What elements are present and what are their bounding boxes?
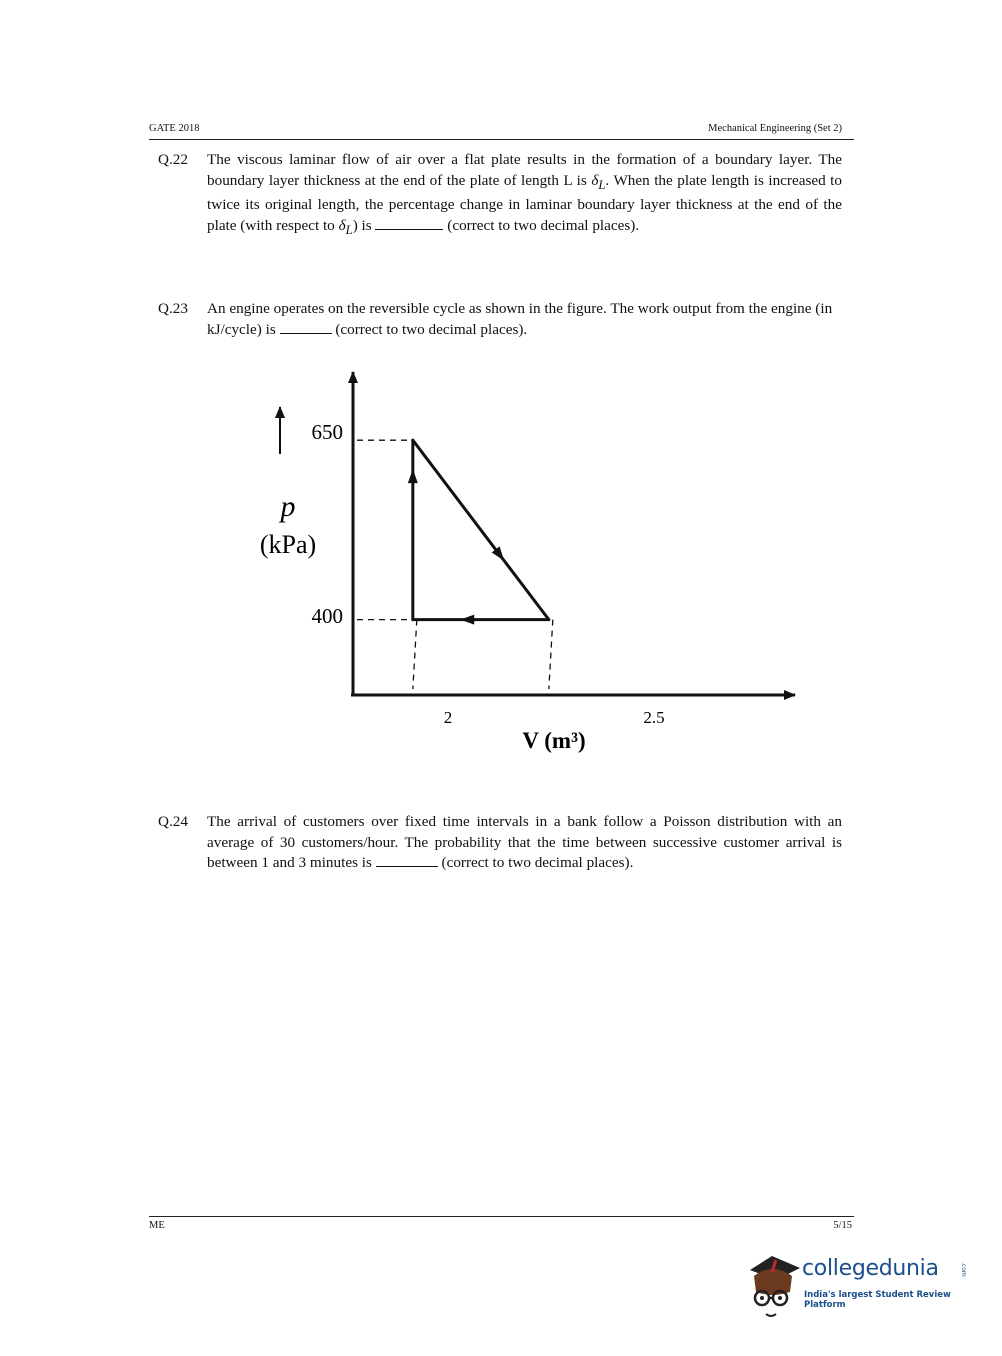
question-24 xyxy=(158,812,842,874)
cycle-path xyxy=(408,440,549,624)
logo-suffix: .com xyxy=(960,1262,967,1277)
guide-line xyxy=(413,620,417,689)
pv-diagram xyxy=(0,350,1002,800)
text-part: (correct to two decimal places). xyxy=(331,320,528,338)
process-arrow xyxy=(460,615,474,625)
question-text xyxy=(207,299,842,340)
guide-line xyxy=(549,620,553,689)
exam-name: GATE 2018 xyxy=(149,123,200,134)
text-part: The viscous laminar flow of air over a flat plate results in the formation of a boundary layer. The boundary layer thickness at the end of the plate of length L is xyxy=(207,151,842,189)
process-arrow xyxy=(408,469,418,483)
question-number: Q.23 xyxy=(158,300,188,317)
x-axis-label: V (m³) xyxy=(522,728,586,753)
answer-blank xyxy=(280,321,332,334)
process-line xyxy=(413,440,549,619)
paper-name: Mechanical Engineering (Set 2) xyxy=(708,123,842,134)
collegedunia-logo xyxy=(742,1248,972,1320)
answer-blank xyxy=(375,217,443,230)
question-number: Q.24 xyxy=(158,813,188,830)
text-part: The arrival of customers over fixed time intervals in a bank follow a Poisson distribution with an average of 30 customers/hour. The probability that the time between successive customer arrival is between 1 and 3 minutes is xyxy=(207,813,842,871)
text-part: (correct to two decimal places). xyxy=(443,216,640,234)
delta-symbol xyxy=(591,171,606,192)
x-tick-label: 2 xyxy=(443,708,453,727)
question-text xyxy=(207,812,842,874)
question-number: Q.22 xyxy=(158,151,188,168)
ylabel-unit: (kPa) xyxy=(259,530,317,559)
question-23 xyxy=(158,299,842,340)
question-text xyxy=(207,150,842,240)
page-number: 5/15 xyxy=(833,1220,852,1231)
page-header xyxy=(149,123,854,140)
text-part: An engine operates on the reversible cycle as shown in the figure. The work output from the engine (in kJ/cycle) is xyxy=(207,300,833,338)
delta-subscript: L xyxy=(598,177,606,192)
text-part: . When the plate length is increased to twice its original length, the percentage change in laminar boundary layer thickness at the end of the plate (with respect to xyxy=(207,171,842,234)
ylabel-symbol: p xyxy=(280,490,296,523)
x-tick-label: 2.5 xyxy=(643,708,665,727)
mascot-icon xyxy=(742,1248,802,1320)
question-22 xyxy=(158,150,842,240)
text-part: (correct to two decimal places). xyxy=(437,854,634,871)
text-part: ) is xyxy=(352,216,376,234)
delta-subscript: L xyxy=(345,222,353,237)
answer-blank xyxy=(376,854,438,867)
logo-tagline: India's largest Student Review Platform xyxy=(804,1290,951,1310)
delta-char: δ xyxy=(591,171,599,189)
subject-code: ME xyxy=(149,1220,165,1231)
delta-symbol xyxy=(338,216,353,237)
guide-lines xyxy=(357,440,553,689)
y-tick-label: 650 xyxy=(311,420,343,444)
logo-wordmark: collegedunia xyxy=(802,1256,939,1281)
delta-char: δ xyxy=(338,216,346,234)
page-footer xyxy=(149,1216,854,1231)
y-tick-label: 400 xyxy=(311,604,343,628)
